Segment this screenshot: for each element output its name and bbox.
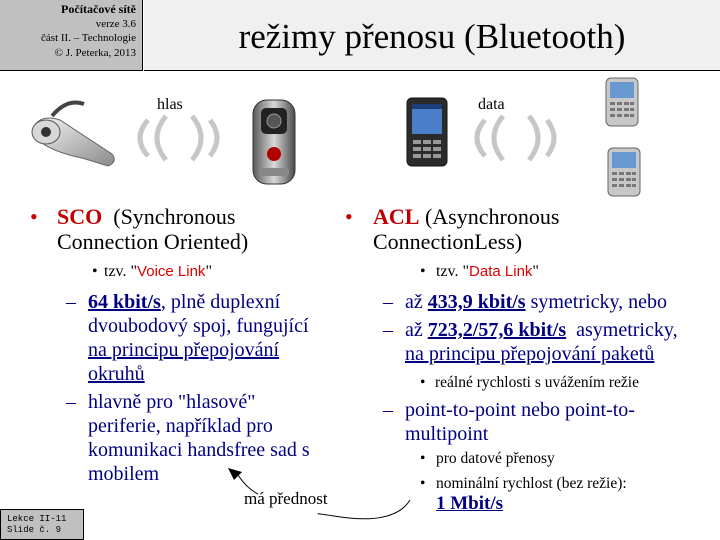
lesson-number: Lekce II-11 <box>7 514 67 524</box>
copyright: © J. Peterka, 2013 <box>54 46 136 59</box>
sco-speed-link[interactable]: 64 kbit/s <box>88 291 161 313</box>
acl-nominal: • nominální rychlost (bez režie): <box>420 475 627 492</box>
acl-sym-item: – až 433,9 kbit/s symetricky, nebo <box>383 291 668 313</box>
sco-use-item: – hlavně pro "hlasové" periferie, například pro komunikaci handsfree sad s mobilem <box>66 391 310 485</box>
slide-title: režimy přenosu (Bluetooth) <box>144 0 720 71</box>
acl-alias-value: Data Link <box>469 263 533 280</box>
priority-note: má přednost <box>244 489 328 508</box>
headset-image <box>22 96 122 172</box>
sco-name: (Synchronous <box>102 204 236 229</box>
data-label: data <box>478 96 505 113</box>
sco-name-line2: Connection Oriented) <box>57 229 249 254</box>
flip-phone-image <box>247 98 301 188</box>
sco-bullet: • <box>30 204 38 229</box>
sco-acronym: SCO <box>57 204 103 229</box>
sco-principle-link[interactable]: na principu přepojování <box>88 339 280 361</box>
acl-asym-speed-link[interactable]: 723,2/57,6 kbit/s <box>427 319 567 341</box>
acl-data-use: • pro datové přenosy <box>420 450 555 467</box>
smartphone-image-bottom <box>606 146 642 198</box>
acl-principle-link[interactable]: na principu přepojování paketů <box>405 343 655 365</box>
priority-arrow <box>224 466 424 526</box>
acl-bullet: • <box>345 204 353 229</box>
version: verze 3.6 <box>95 17 136 30</box>
data-waves <box>455 112 575 164</box>
sco-principle-link-2[interactable]: okruhů <box>88 363 145 385</box>
slide-number: Slide č. 9 <box>7 525 62 535</box>
acl-asym-item: – až 723,2/57,6 kbit/s asymetricky, na principu přepojování paketů <box>383 319 678 365</box>
voice-label: hlas <box>157 96 183 113</box>
course-name: Počítačové sítě <box>61 2 136 16</box>
header-info <box>0 0 143 71</box>
acl-alias: • tzv. "Data Link" <box>420 263 539 280</box>
acl-nominal-value-link[interactable]: 1 Mbit/s <box>436 493 504 514</box>
sco-alias-value: Voice Link <box>137 263 206 280</box>
acl-name: (Asynchronous <box>419 204 560 229</box>
smartphone-image-top <box>604 76 640 128</box>
part: část II. – Technologie <box>41 32 136 44</box>
acl-acronym: ACL <box>373 204 420 229</box>
acl-topology-item: – point-to-point nebo point-to- multipoint <box>383 399 635 445</box>
voice-waves <box>118 112 238 164</box>
acl-real-speed: • reálné rychlosti s uvážením režie <box>420 374 639 391</box>
pda-image <box>405 96 449 168</box>
sco-alias: • tzv. "Voice Link" <box>92 263 212 280</box>
acl-heading <box>373 204 673 254</box>
lesson-box <box>0 509 84 540</box>
acl-name-line2: ConnectionLess) <box>373 229 523 254</box>
acl-sym-speed-link[interactable]: 433,9 kbit/s <box>427 291 526 313</box>
sco-heading <box>57 204 357 254</box>
sco-speed-item: – 64 kbit/s, plně duplexní dvoubodový spoj, fungující na principu přepojování okruhů <box>66 291 309 385</box>
